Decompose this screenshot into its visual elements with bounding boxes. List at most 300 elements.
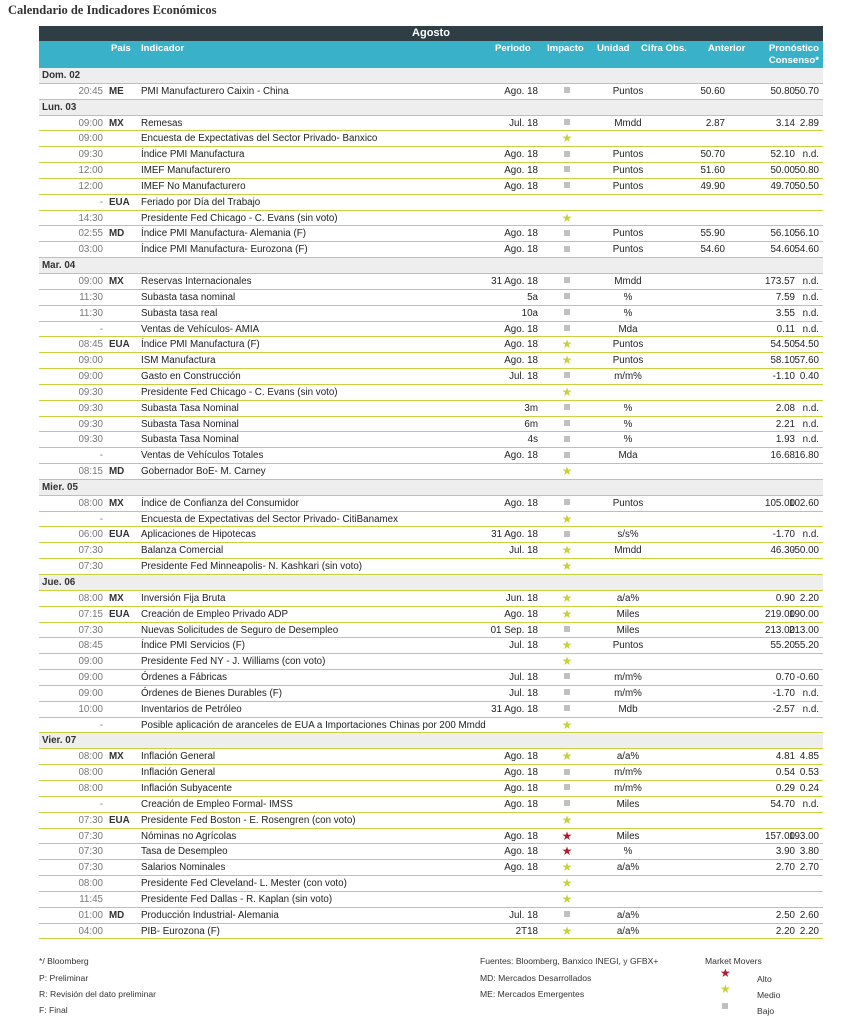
indicator-cell: Tasa de Desempleo bbox=[141, 846, 228, 858]
col-pronostico-line1: Pronóstico bbox=[768, 43, 819, 54]
forecast-cell: 50.70 bbox=[794, 85, 819, 97]
impact-medium-star-icon: ★ bbox=[561, 638, 573, 653]
unit-cell: Puntos bbox=[612, 339, 644, 351]
previous-cell: 2.70 bbox=[775, 862, 795, 874]
country-cell: MX bbox=[109, 275, 124, 287]
legend-medio: Medio bbox=[757, 990, 781, 1000]
forecast-cell: 190.00 bbox=[789, 608, 819, 620]
impact-low-icon bbox=[559, 242, 575, 258]
time-cell: 07:30 bbox=[78, 624, 103, 636]
forecast-cell: 55.20 bbox=[794, 640, 819, 652]
indicator-cell: Encuesta de Expectativas del Sector Privado- CitiBanamex bbox=[141, 513, 399, 525]
table-row bbox=[39, 274, 823, 290]
country-cell: EUA bbox=[109, 529, 130, 541]
table-row bbox=[39, 908, 823, 924]
period-cell: Ago. 18 bbox=[504, 165, 538, 177]
table-row bbox=[39, 607, 823, 623]
forecast-cell: 0.53 bbox=[799, 767, 819, 779]
period-cell: Ago. 18 bbox=[504, 497, 538, 509]
impact-low-icon bbox=[559, 116, 575, 132]
table-row bbox=[39, 211, 823, 227]
star-alto-icon: ★ bbox=[720, 966, 731, 980]
forecast-cell: 50.50 bbox=[794, 180, 819, 192]
unit-cell: Miles bbox=[616, 798, 640, 810]
forecast-cell: 3.80 bbox=[799, 846, 819, 858]
table-row bbox=[39, 306, 823, 322]
table-row bbox=[39, 226, 823, 242]
square-bajo-icon bbox=[722, 1003, 728, 1009]
previous-cell: 1.93 bbox=[775, 434, 795, 446]
day-label: Dom. 02 bbox=[42, 70, 81, 81]
period-cell: Ago. 18 bbox=[504, 767, 538, 779]
time-cell: 09:00 bbox=[78, 371, 103, 383]
indicator-cell: Gobernador BoE- M. Carney bbox=[141, 466, 266, 478]
indicator-cell: Índice PMI Manufactura bbox=[141, 149, 245, 161]
unit-cell: Miles bbox=[616, 624, 640, 636]
indicator-cell: Presidente Fed NY - J. Williams (con voto) bbox=[141, 656, 326, 668]
period-cell: 3m bbox=[524, 402, 538, 414]
observed-cell: 54.60 bbox=[700, 244, 725, 256]
forecast-cell: 4.85 bbox=[799, 751, 819, 763]
indicator-cell: Ventas de Vehículos- AMIA bbox=[141, 323, 260, 335]
table-row bbox=[39, 638, 823, 654]
impact-low-icon bbox=[559, 765, 575, 781]
country-cell: MD bbox=[109, 909, 125, 921]
unit-cell: m/m% bbox=[614, 687, 642, 699]
unit-cell: % bbox=[623, 418, 633, 430]
impact-low-icon bbox=[559, 908, 575, 924]
impact-low-icon bbox=[559, 448, 575, 464]
previous-cell: 55.20 bbox=[770, 640, 795, 652]
previous-cell: 4.81 bbox=[775, 751, 795, 763]
forecast-cell: n.d. bbox=[802, 323, 819, 335]
time-cell: 08:45 bbox=[78, 339, 103, 351]
indicator-cell: Subasta Tasa Nominal bbox=[141, 402, 239, 414]
me-note: ME: Mercados Emergentes bbox=[480, 989, 585, 999]
day-label: Vier. 07 bbox=[42, 735, 77, 747]
time-cell: 07:30 bbox=[78, 846, 103, 858]
country-cell: ME bbox=[109, 85, 124, 97]
unit-cell: Puntos bbox=[612, 244, 644, 256]
impact-medium-star-icon: ★ bbox=[561, 464, 573, 479]
period-cell: 4s bbox=[527, 434, 538, 446]
time-cell: 12:00 bbox=[78, 165, 103, 177]
impact-low-icon bbox=[559, 290, 575, 306]
table-row bbox=[39, 322, 823, 338]
table-row bbox=[39, 892, 823, 908]
forecast-cell: 50.80 bbox=[794, 165, 819, 177]
indicator-cell: Índice PMI Manufactura- Eurozona (F) bbox=[141, 244, 308, 256]
period-cell: Ago. 18 bbox=[504, 751, 538, 763]
time-cell: 07:15 bbox=[78, 608, 103, 620]
previous-cell: 7.59 bbox=[775, 291, 795, 303]
unit-cell: Puntos bbox=[612, 228, 644, 240]
forecast-cell: n.d. bbox=[802, 703, 819, 715]
page-title: Calendario de Indicadores Económicos bbox=[8, 3, 217, 17]
previous-cell: 3.55 bbox=[775, 307, 795, 319]
indicator-cell: Creación de Empleo Privado ADP bbox=[141, 608, 289, 620]
forecast-cell: 193.00 bbox=[789, 830, 819, 842]
time-cell: 10:00 bbox=[78, 703, 103, 715]
impact-medium-star-icon: ★ bbox=[561, 654, 573, 669]
previous-cell: -2.57 bbox=[772, 703, 795, 715]
time-cell: 09:00 bbox=[78, 275, 103, 287]
impact-low-icon bbox=[559, 401, 575, 417]
period-cell: Jul. 18 bbox=[509, 371, 538, 383]
country-cell: MX bbox=[109, 117, 124, 129]
period-cell: 31 Ago. 18 bbox=[491, 703, 538, 715]
indicator-cell: Órdenes de Bienes Durables (F) bbox=[141, 687, 283, 699]
time-cell: 09:30 bbox=[78, 434, 103, 446]
unit-cell: Mda bbox=[618, 323, 638, 335]
previous-cell: 54.60 bbox=[770, 244, 795, 256]
table-row bbox=[39, 464, 823, 480]
table-row bbox=[39, 242, 823, 258]
forecast-cell: n.d. bbox=[802, 275, 819, 287]
forecast-cell: 213.00 bbox=[789, 624, 819, 636]
observed-cell: 55.90 bbox=[700, 228, 725, 240]
forecast-cell: 102.60 bbox=[789, 497, 819, 509]
indicator-cell: IMEF No Manufacturero bbox=[141, 180, 246, 192]
unit-cell: m/m% bbox=[614, 767, 642, 779]
country-cell: EUA bbox=[109, 196, 130, 208]
impact-medium-star-icon: ★ bbox=[561, 210, 573, 225]
col-pais: País bbox=[111, 43, 131, 54]
time-cell: 20:45 bbox=[78, 85, 103, 97]
impact-medium-star-icon: ★ bbox=[561, 812, 573, 827]
previous-cell: 16.68 bbox=[770, 450, 795, 462]
col-indicador: Indicador bbox=[141, 43, 185, 54]
footer bbox=[39, 956, 823, 1022]
impact-medium-star-icon: ★ bbox=[561, 606, 573, 621]
indicator-cell: Remesas bbox=[141, 117, 183, 129]
md-note: MD: Mercados Desarrollados bbox=[480, 973, 592, 983]
previous-cell: 52.10 bbox=[770, 149, 795, 161]
indicator-cell: PMI Manufacturero Caixin - China bbox=[141, 85, 289, 97]
indicator-cell: Inversión Fija Bruta bbox=[141, 592, 226, 604]
country-cell: MX bbox=[109, 497, 124, 509]
table-row bbox=[39, 369, 823, 385]
impact-low-icon bbox=[559, 686, 575, 702]
forecast-cell: 16.80 bbox=[794, 450, 819, 462]
previous-cell: 0.70 bbox=[775, 672, 795, 684]
impact-medium-star-icon: ★ bbox=[561, 337, 573, 352]
indicator-cell: Presidente Fed Chicago - C. Evans (sin voto) bbox=[141, 386, 338, 398]
country-cell: MX bbox=[109, 592, 124, 604]
table-row bbox=[39, 417, 823, 433]
time-cell: - bbox=[99, 719, 103, 731]
impact-medium-star-icon: ★ bbox=[561, 923, 573, 938]
day-header-row bbox=[39, 733, 823, 749]
col-cifra: Cifra Obs. bbox=[641, 43, 687, 54]
period-cell: Jul. 18 bbox=[509, 117, 538, 129]
impact-medium-star-icon: ★ bbox=[561, 717, 573, 732]
time-cell: 07:30 bbox=[78, 830, 103, 842]
day-header-row bbox=[39, 68, 823, 84]
unit-cell: Mmdd bbox=[614, 545, 642, 557]
previous-cell: 213.00 bbox=[765, 624, 795, 636]
country-cell: EUA bbox=[109, 608, 130, 620]
indicator-cell: Encuesta de Expectativas del Sector Privado- Banxico bbox=[141, 133, 378, 145]
impact-medium-star-icon: ★ bbox=[561, 891, 573, 906]
indicator-cell: Ventas de Vehículos Totales bbox=[141, 450, 264, 462]
note-final: F: Final bbox=[39, 1005, 68, 1015]
impact-medium-star-icon: ★ bbox=[561, 749, 573, 764]
forecast-cell: 54.60 bbox=[794, 244, 819, 256]
unit-cell: a/a% bbox=[616, 925, 640, 937]
indicator-cell: Presidente Fed Chicago - C. Evans (sin voto) bbox=[141, 212, 338, 224]
table-row bbox=[39, 527, 823, 543]
time-cell: 07:30 bbox=[78, 814, 103, 826]
previous-cell: 2.20 bbox=[775, 925, 795, 937]
table-row bbox=[39, 702, 823, 718]
period-cell: 31 Ago. 18 bbox=[491, 529, 538, 541]
time-cell: 11:45 bbox=[79, 893, 103, 905]
table-row bbox=[39, 496, 823, 512]
table-row bbox=[39, 432, 823, 448]
indicator-cell: Presidente Fed Boston - E. Rosengren (con voto) bbox=[141, 814, 356, 826]
time-cell: - bbox=[99, 450, 103, 462]
previous-cell: 0.54 bbox=[775, 767, 795, 779]
table-row bbox=[39, 591, 823, 607]
forecast-cell: 2.20 bbox=[799, 592, 819, 604]
previous-cell: 46.30 bbox=[770, 545, 795, 557]
time-cell: - bbox=[99, 323, 103, 335]
star-medio-icon: ★ bbox=[720, 982, 731, 996]
time-cell: 07:30 bbox=[78, 862, 103, 874]
impact-low-icon bbox=[559, 147, 575, 163]
table-row bbox=[39, 718, 823, 734]
sources-note: Fuentes: Bloomberg, Banxico INEGI, y GFBX+ bbox=[480, 956, 659, 966]
forecast-cell: n.d. bbox=[802, 434, 819, 446]
table-row bbox=[39, 686, 823, 702]
table-row bbox=[39, 131, 823, 147]
indicator-cell: Índice PMI Manufactura (F) bbox=[141, 339, 260, 351]
table-header bbox=[39, 41, 823, 68]
impact-low-icon bbox=[559, 226, 575, 242]
forecast-cell: n.d. bbox=[802, 798, 819, 810]
indicator-cell: IMEF Manufacturero bbox=[141, 165, 231, 177]
impact-low-icon bbox=[559, 306, 575, 322]
table-row bbox=[39, 147, 823, 163]
col-unidad: Unidad bbox=[597, 43, 630, 54]
period-cell: Ago. 18 bbox=[504, 323, 538, 335]
period-cell: Ago. 18 bbox=[504, 180, 538, 192]
table-row bbox=[39, 749, 823, 765]
time-cell: 08:00 bbox=[78, 767, 103, 779]
time-cell: 09:00 bbox=[78, 656, 103, 668]
unit-cell: m/m% bbox=[614, 371, 642, 383]
period-cell: 2T18 bbox=[515, 925, 538, 937]
period-cell: Ago. 18 bbox=[504, 244, 538, 256]
indicator-cell: Nuevas Solicitudes de Seguro de Desempleo bbox=[141, 624, 339, 636]
previous-cell: 2.21 bbox=[775, 418, 795, 430]
forecast-cell: n.d. bbox=[802, 418, 819, 430]
forecast-cell: n.d. bbox=[802, 307, 819, 319]
previous-cell: 3.14 bbox=[775, 117, 795, 129]
table-row bbox=[39, 654, 823, 670]
time-cell: 14:30 bbox=[78, 212, 103, 224]
previous-cell: 54.70 bbox=[770, 798, 795, 810]
impact-medium-star-icon: ★ bbox=[561, 384, 573, 399]
period-cell: Ago. 18 bbox=[504, 149, 538, 161]
col-pronostico-line2: Consenso* bbox=[768, 55, 819, 66]
forecast-cell: n.d. bbox=[802, 529, 819, 541]
forecast-cell: 0.40 bbox=[799, 371, 819, 383]
day-header-row bbox=[39, 258, 823, 274]
indicator-cell: Reservas Internacionales bbox=[141, 275, 252, 287]
time-cell: 08:00 bbox=[78, 878, 103, 890]
table-row bbox=[39, 924, 823, 940]
period-cell: Ago. 18 bbox=[504, 830, 538, 842]
day-header-row bbox=[39, 100, 823, 116]
unit-cell: s/s% bbox=[617, 529, 639, 541]
previous-cell: 49.70 bbox=[770, 180, 795, 192]
unit-cell: % bbox=[623, 307, 633, 319]
impact-low-icon bbox=[559, 179, 575, 195]
impact-medium-star-icon: ★ bbox=[561, 543, 573, 558]
previous-cell: -1.70 bbox=[772, 529, 795, 541]
period-cell: 10a bbox=[521, 307, 538, 319]
table-row bbox=[39, 543, 823, 559]
table-row bbox=[39, 163, 823, 179]
forecast-cell: -0.60 bbox=[796, 672, 819, 684]
forecast-cell: 2.89 bbox=[799, 117, 819, 129]
unit-cell: a/a% bbox=[616, 909, 640, 921]
time-cell: 09:30 bbox=[78, 418, 103, 430]
period-cell: Jul. 18 bbox=[509, 687, 538, 699]
note-preliminar: P: Preliminar bbox=[39, 973, 89, 983]
impact-high-star-icon: ★ bbox=[561, 844, 573, 859]
day-header-row bbox=[39, 575, 823, 591]
forecast-cell: 2.60 bbox=[799, 909, 819, 921]
time-cell: 09:30 bbox=[78, 149, 103, 161]
indicator-cell: Subasta Tasa Nominal bbox=[141, 418, 239, 430]
unit-cell: a/a% bbox=[616, 862, 640, 874]
time-cell: 08:00 bbox=[78, 497, 103, 509]
previous-cell: 3.90 bbox=[775, 846, 795, 858]
unit-cell: Puntos bbox=[612, 165, 644, 177]
time-cell: 09:30 bbox=[78, 402, 103, 414]
col-pronostico bbox=[769, 43, 819, 67]
indicator-cell: Índice PMI Manufactura- Alemania (F) bbox=[141, 228, 306, 240]
table-row bbox=[39, 765, 823, 781]
country-cell: MD bbox=[109, 228, 125, 240]
indicator-cell: Aplicaciones de Hipotecas bbox=[141, 529, 256, 541]
impact-low-icon bbox=[559, 163, 575, 179]
time-cell: 04:00 bbox=[78, 925, 103, 937]
impact-low-icon bbox=[559, 670, 575, 686]
period-cell: Ago. 18 bbox=[504, 228, 538, 240]
unit-cell: % bbox=[623, 291, 633, 303]
indicator-cell: Inflación General bbox=[141, 767, 216, 779]
time-cell: - bbox=[99, 513, 103, 525]
time-cell: 08:00 bbox=[78, 782, 103, 794]
impact-medium-star-icon: ★ bbox=[561, 876, 573, 891]
previous-cell: 2.50 bbox=[775, 909, 795, 921]
time-cell: 07:30 bbox=[78, 561, 103, 573]
time-cell: 09:00 bbox=[78, 687, 103, 699]
note-bloomberg: */ Bloomberg bbox=[39, 956, 89, 966]
time-cell: 11:30 bbox=[79, 307, 103, 319]
time-cell: 06:00 bbox=[78, 529, 103, 541]
unit-cell: % bbox=[623, 402, 633, 414]
impact-medium-star-icon: ★ bbox=[561, 860, 573, 875]
impact-high-star-icon: ★ bbox=[561, 828, 573, 843]
unit-cell: Miles bbox=[616, 830, 640, 842]
legend-alto: Alto bbox=[757, 974, 772, 984]
indicator-cell: Creación de Empleo Formal- IMSS bbox=[141, 798, 293, 810]
unit-cell: Puntos bbox=[612, 149, 644, 161]
col-periodo: Periodo bbox=[495, 43, 531, 54]
time-cell: 08:00 bbox=[78, 592, 103, 604]
time-cell: 01:00 bbox=[78, 909, 103, 921]
country-cell: MD bbox=[109, 466, 125, 478]
period-cell: 31 Ago. 18 bbox=[491, 275, 538, 287]
time-cell: 09:00 bbox=[78, 133, 103, 145]
impact-low-icon bbox=[559, 797, 575, 813]
impact-low-icon bbox=[559, 781, 575, 797]
unit-cell: Puntos bbox=[612, 640, 644, 652]
table-row bbox=[39, 670, 823, 686]
table-row bbox=[39, 797, 823, 813]
period-cell: Ago. 18 bbox=[504, 355, 538, 367]
previous-cell: 0.11 bbox=[776, 323, 795, 335]
calendar-table-body bbox=[39, 68, 823, 939]
indicator-cell: Inflación Subyacente bbox=[141, 782, 232, 794]
forecast-cell: 57.60 bbox=[794, 355, 819, 367]
previous-cell: 157.00 bbox=[765, 830, 795, 842]
table-row bbox=[39, 623, 823, 639]
previous-cell: 173.57 bbox=[765, 275, 795, 287]
table-row bbox=[39, 559, 823, 575]
day-label: Jue. 06 bbox=[42, 577, 76, 588]
table-row bbox=[39, 781, 823, 797]
table-row bbox=[39, 353, 823, 369]
time-cell: 09:00 bbox=[78, 117, 103, 129]
period-cell: 01 Sep. 18 bbox=[490, 624, 538, 636]
period-cell: 5a bbox=[527, 291, 538, 303]
period-cell: Ago. 18 bbox=[504, 798, 538, 810]
indicator-cell: Presidente Fed Cleveland- L. Mester (con voto) bbox=[141, 878, 347, 890]
period-cell: Jul. 18 bbox=[509, 545, 538, 557]
previous-cell: 50.00 bbox=[770, 165, 795, 177]
country-cell: EUA bbox=[109, 814, 130, 826]
period-cell: Jul. 18 bbox=[509, 672, 538, 684]
impact-low-icon bbox=[559, 702, 575, 718]
indicator-cell: Presidente Fed Dallas - R. Kaplan (sin voto) bbox=[141, 893, 333, 905]
time-cell: 09:30 bbox=[78, 386, 103, 398]
time-cell: 08:45 bbox=[78, 640, 103, 652]
time-cell: 08:00 bbox=[78, 751, 103, 763]
previous-cell: 105.00 bbox=[765, 497, 795, 509]
unit-cell: % bbox=[623, 434, 633, 446]
indicator-cell: ISM Manufactura bbox=[141, 355, 216, 367]
unit-cell: a/a% bbox=[616, 592, 640, 604]
table-row bbox=[39, 844, 823, 860]
time-cell: 07:30 bbox=[78, 545, 103, 557]
previous-cell: 56.10 bbox=[770, 228, 795, 240]
observed-cell: 49.90 bbox=[700, 180, 725, 192]
time-cell: 03:00 bbox=[78, 244, 103, 256]
impact-low-icon bbox=[559, 623, 575, 639]
note-revision: R: Revisión del dato preliminar bbox=[39, 989, 157, 999]
indicator-cell: Índice PMI Servicios (F) bbox=[141, 640, 245, 652]
impact-low-icon bbox=[559, 417, 575, 433]
forecast-cell: 54.50 bbox=[794, 339, 819, 351]
legend-bajo: Bajo bbox=[757, 1006, 775, 1016]
indicator-cell: Inflación General bbox=[141, 751, 216, 763]
